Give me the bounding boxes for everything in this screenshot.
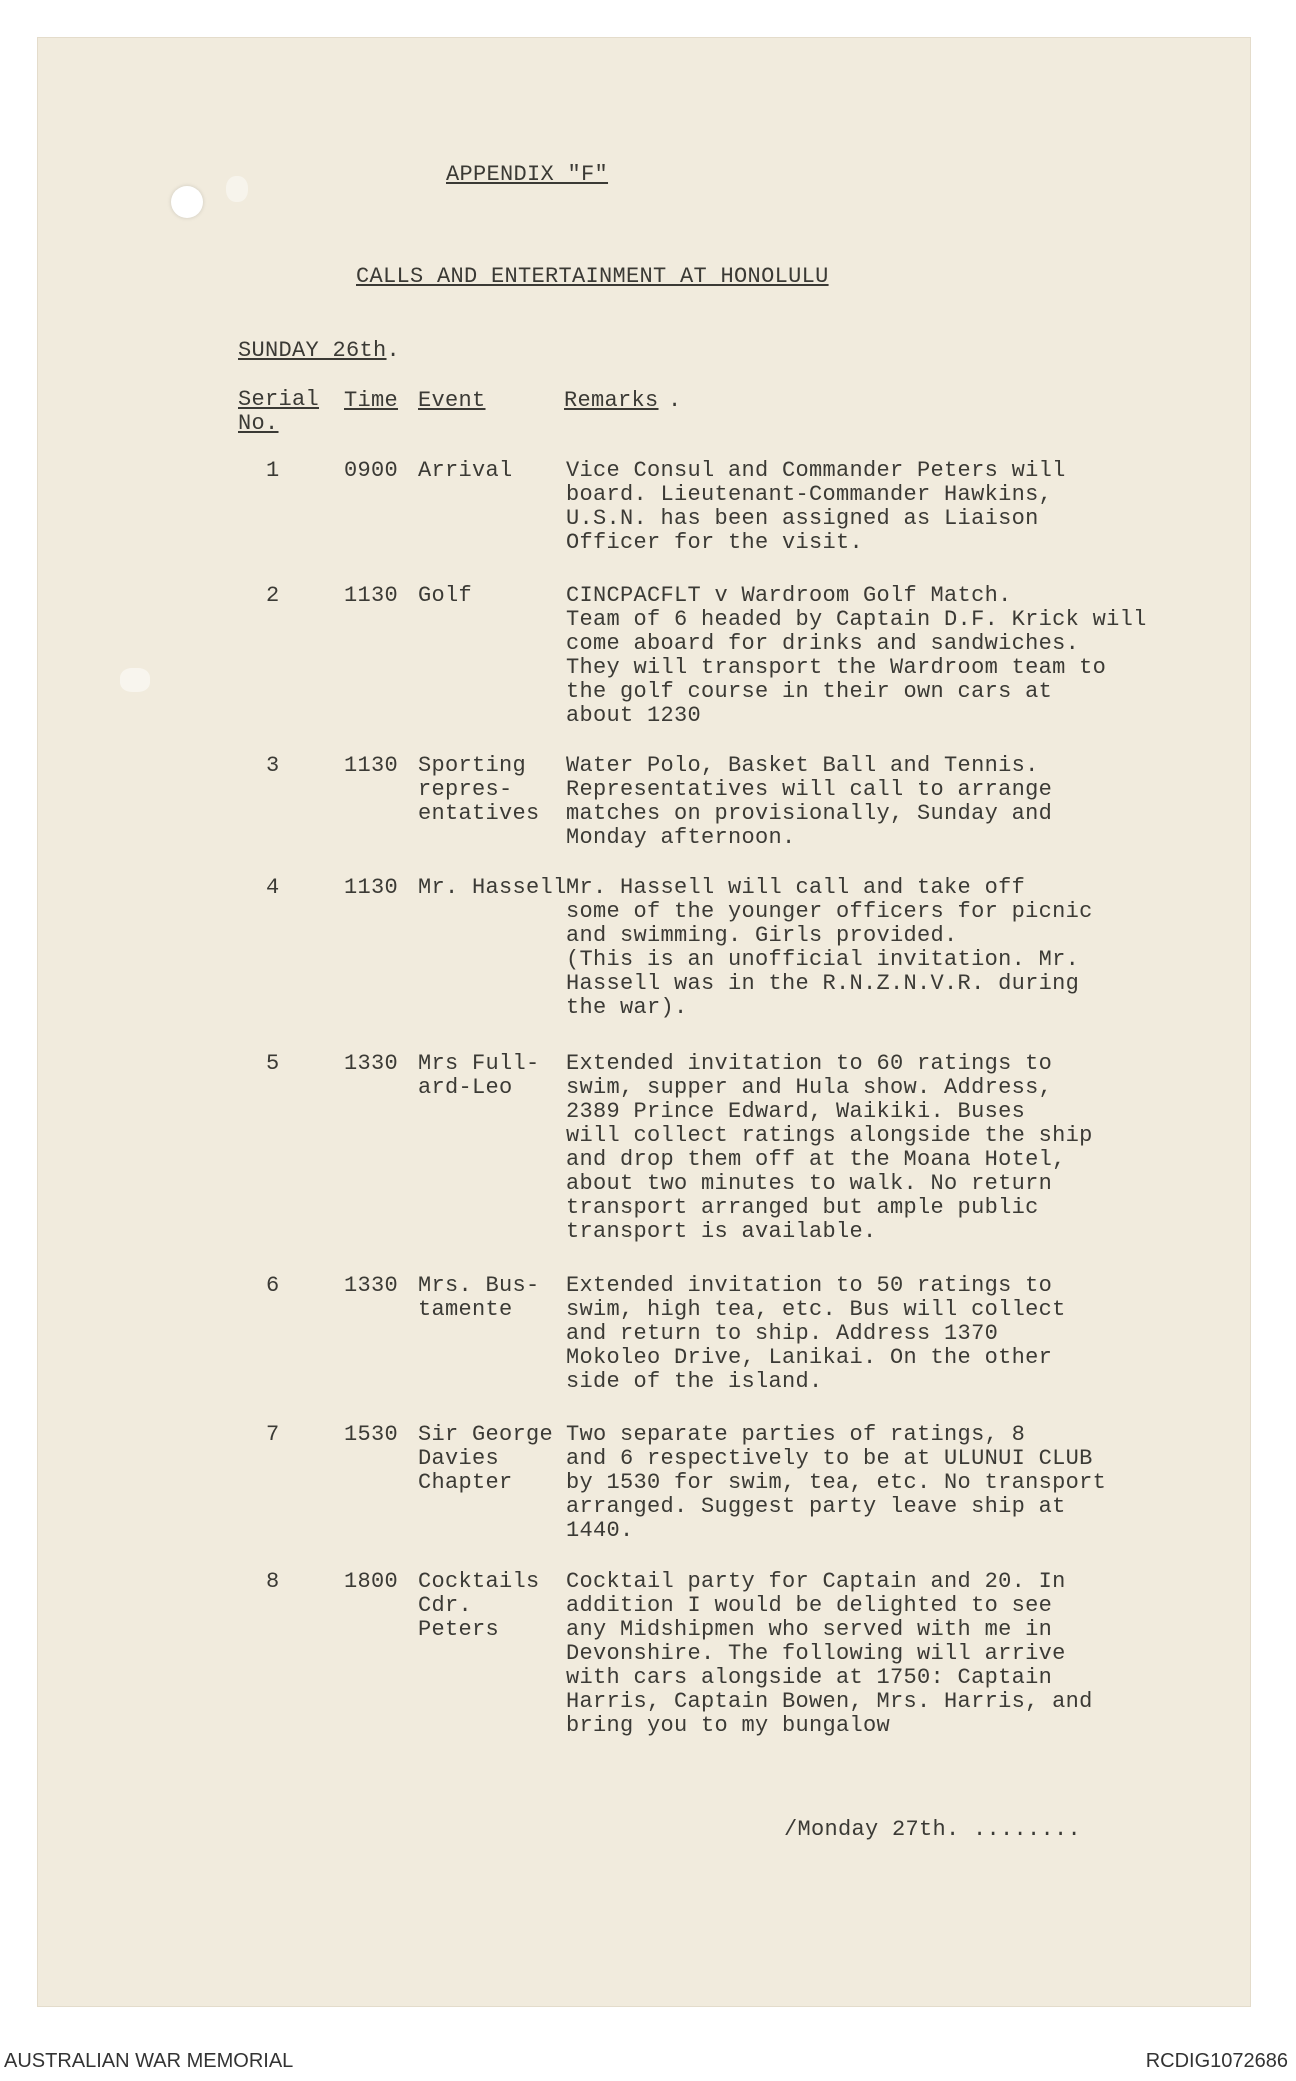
row-time: 0900: [344, 458, 399, 483]
archive-credit: AUSTRALIAN WAR MEMORIAL: [4, 2050, 294, 2072]
row-event: Sporting repres- entatives: [418, 753, 540, 826]
row-time: 1130: [344, 875, 399, 900]
row-serial: 1: [266, 458, 280, 483]
row-serial: 7: [266, 1422, 280, 1447]
row-remarks: Cocktail party for Captain and 20. In addition I would be delighted to see any Midshipmen who served with me in Devonshire. The following will arrive with cars alongside at 1750: Captain Harris, Captain Bowen, Mrs. Harris, and bring you to my bungalow: [566, 1569, 1093, 1738]
header-time: Time: [344, 388, 399, 413]
row-remarks: Vice Consul and Commander Peters will board. Lieutenant-Commander Hawkins, U.S.N. has been assigned as Liaison Officer for the visit.: [566, 458, 1066, 555]
day-heading: [238, 338, 400, 363]
row-serial: 2: [266, 583, 280, 608]
row-serial: 5: [266, 1051, 280, 1076]
row-serial: 8: [266, 1569, 280, 1594]
row-serial: 3: [266, 753, 280, 778]
row-remarks: CINCPACFLT v Wardroom Golf Match. Team of 6 headed by Captain D.F. Krick will come aboard for drinks and sandwiches. They will transport the Wardroom team to the golf course in their own cars at about 1230: [566, 583, 1147, 728]
row-remarks: Water Polo, Basket Ball and Tennis. Representatives will call to arrange matches on provisionally, Sunday and Monday afternoon.: [566, 753, 1053, 850]
day-label: SUNDAY 26th: [238, 338, 387, 363]
row-remarks: Extended invitation to 60 ratings to swim, supper and Hula show. Address, 2389 Prince Edward, Waikiki. Buses will collect ratings alongside the ship and drop them off at the Moana Hotel, about two minutes to walk. No return transport arranged but ample public transport is available.: [566, 1051, 1093, 1244]
continuation-note: /Monday 27th. ........: [784, 1817, 1082, 1842]
row-event: Sir George Davies Chapter: [418, 1422, 554, 1495]
row-event: Mr. Hassell: [418, 875, 567, 900]
header-event: Event: [418, 388, 486, 413]
row-remarks: Extended invitation to 50 ratings to swim, high tea, etc. Bus will collect and return to ship. Address 1370 Mokoleo Drive, Lanikai. On the other side of the island.: [566, 1273, 1066, 1394]
row-time: 1530: [344, 1422, 399, 1447]
row-time: 1330: [344, 1273, 399, 1298]
row-event: Cocktails Cdr. Peters: [418, 1569, 540, 1642]
header-remarks: Remarks: [564, 388, 659, 413]
row-remarks: Mr. Hassell will call and take off some of the younger officers for picnic and swimming. Girls provided. (This is an unofficial invitation. Mr. Hassell was in the R.N.Z.N.V.R. during the war).: [566, 875, 1093, 1020]
row-serial: 6: [266, 1273, 280, 1298]
day-punct: .: [386, 338, 401, 363]
header-remarks-punct: .: [668, 388, 682, 413]
archive-id: RCDIG1072686: [1145, 2050, 1288, 2072]
row-event: Golf: [418, 583, 473, 608]
punch-hole: [171, 186, 203, 218]
row-remarks: Two separate parties of ratings, 8 and 6 respectively to be at ULUNUI CLUB by 1530 for swim, tea, etc. No transport arranged. Suggest party leave ship at 1440.: [566, 1422, 1107, 1543]
header-serial: Serial No.: [238, 387, 320, 436]
row-serial: 4: [266, 875, 280, 900]
row-event: Mrs. Bus- tamente: [418, 1273, 540, 1322]
appendix-title: APPENDIX "F": [446, 162, 609, 187]
row-event: Mrs Full- ard-Leo: [418, 1051, 540, 1100]
paper-tear: [226, 176, 248, 202]
row-time: 1130: [344, 753, 399, 778]
row-event: Arrival: [418, 458, 513, 483]
row-time: 1130: [344, 583, 399, 608]
row-time: 1330: [344, 1051, 399, 1076]
paper-mark: [120, 668, 150, 692]
row-time: 1800: [344, 1569, 399, 1594]
document-subtitle: CALLS AND ENTERTAINMENT AT HONOLULU: [356, 264, 829, 289]
